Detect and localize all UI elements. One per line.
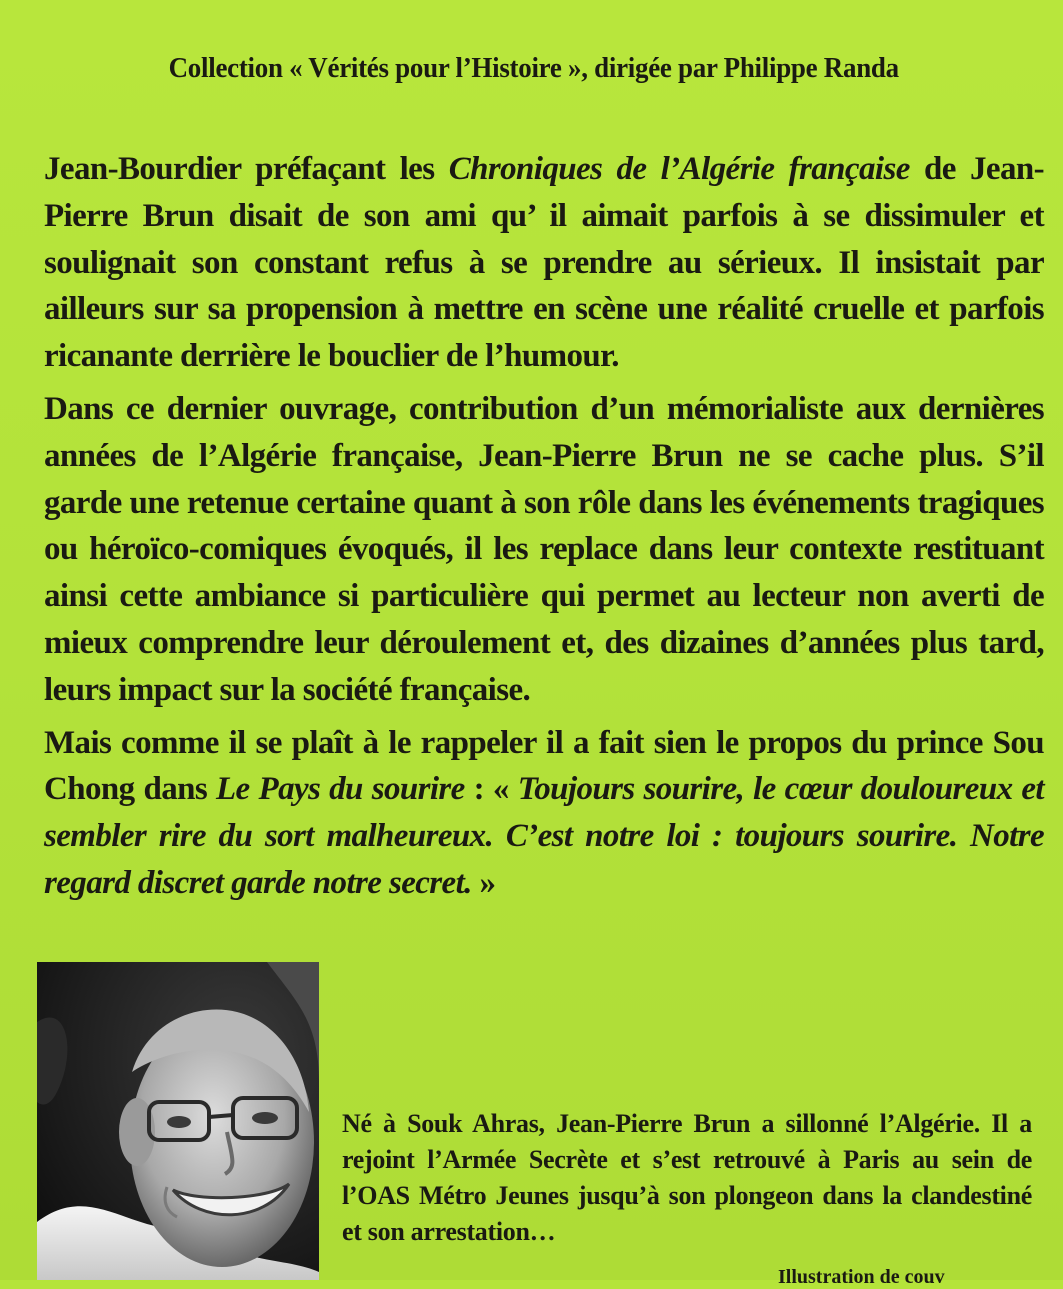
book-title: Chroniques de l’Algérie française [448, 151, 910, 187]
paragraph-2: Dans ce dernier ouvrage, contribution d’un mémorialiste aux dernières années de l’Algérie française, Jean-Pierre Brun ne se cache plus. S’il garde une retenue certaine quant à son rôle dans les événements tragiques ou héroïco-comiques évoqués, il les replace dans leur contexte restituant ainsi cette ambiance si particulière qui permet au lecteur non averti de mieux comprendre leur déroulement et, des dizaines d’années plus tard, leurs impact sur la société française. [44, 390, 1044, 708]
author-portrait-image [37, 962, 319, 1280]
paragraph-1 [44, 146, 1044, 380]
paragraph-3 [44, 720, 1044, 907]
author-bio: Né à Souk Ahras, Jean-Pierre Brun a sillonné l’Algérie. Il a rejoint l’Armée Secrète et s’est retrouvé à Paris au sein de l’OAS Métro Jeunes jusqu’à son plongeon dans la clandestiné et son arrestation… [342, 1109, 1032, 1246]
paragraph-1-lead: Jean-Bourdier préfaçant les [44, 151, 449, 187]
quote-open: : « [464, 771, 518, 808]
illustration-credit-cut: Illustration de couv [778, 1266, 945, 1288]
work-title: Le Pays du sourire [216, 771, 465, 808]
author-photo [37, 962, 319, 1280]
quote-close: » [471, 864, 496, 901]
collection-line: Collection « Vérités pour l’Histoire », dirigée par Philippe Randa [168, 52, 899, 84]
song-quote: Toujours sourire, le cœur douloureux et sembler rire du sort malheureux. C’est notre loi : toujours sourire. Notre regard discret garde notre secret. [44, 771, 1044, 901]
blurb [44, 146, 1044, 913]
paragraph-1-rest: de Jean-Pierre Brun disait de son ami qu’ il aimait parfois à se dissimuler et soulignait son constant refus à se prendre au sérieux. Il insistait par ailleurs sur sa propension à mettre en scène une réalité cruelle et parfois ricanante derrière le bouclier de l’humour. [44, 151, 1044, 375]
paragraph-3-lead: Mais comme il se plaît à le rappeler il a fait sien le propos du prince Sou Chong dans [44, 724, 1044, 808]
